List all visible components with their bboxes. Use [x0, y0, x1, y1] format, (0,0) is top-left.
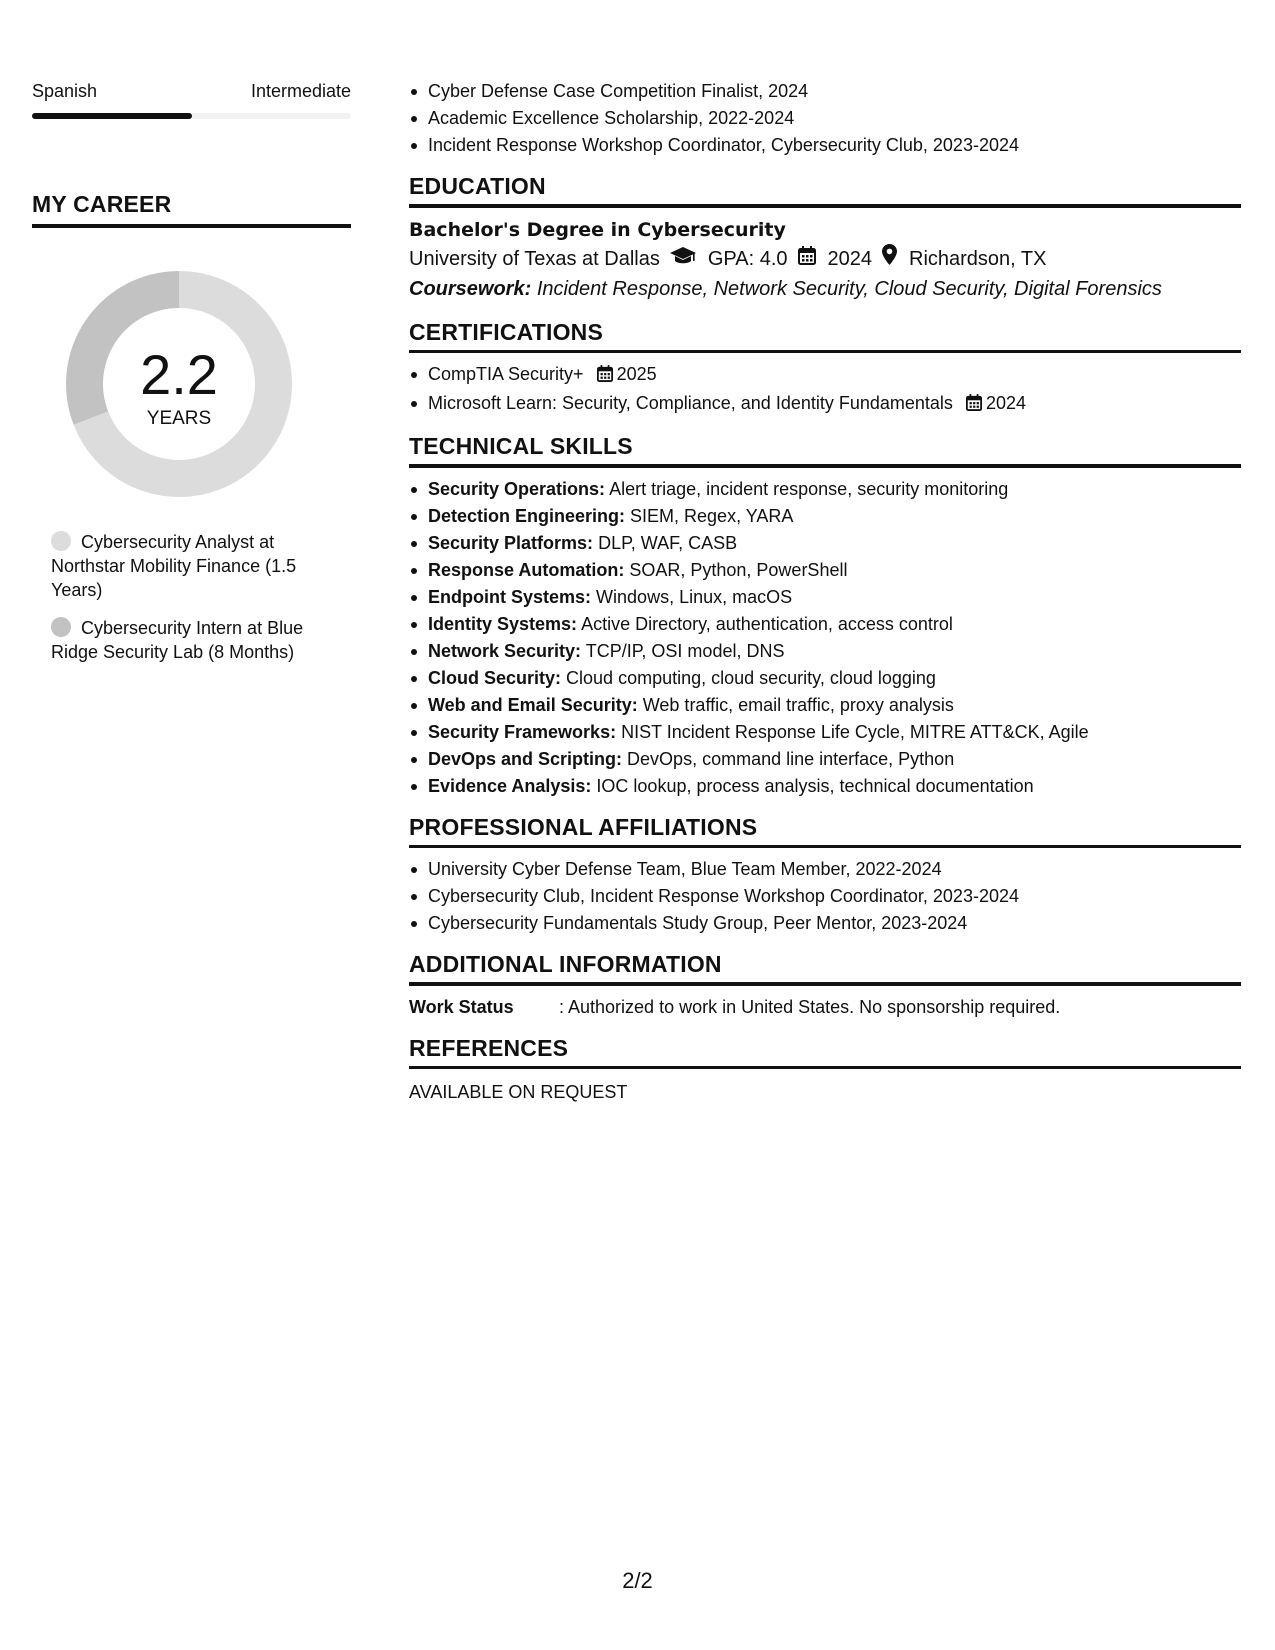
skill-item: [409, 611, 1241, 638]
skill-value: Alert triage, incident response, security monitoring: [609, 478, 1009, 499]
legend-label: Cybersecurity Intern at Blue Ridge Security Lab (8 Months): [51, 617, 304, 662]
education-details: [409, 244, 1241, 274]
graduation-cap-icon: [670, 244, 696, 274]
skill-label: Web and Email Security:: [428, 694, 638, 715]
skill-label: Security Frameworks:: [428, 721, 617, 742]
skill-item: [409, 584, 1241, 611]
calendar-icon: [966, 392, 982, 419]
skill-value: Active Directory, authentication, access control: [581, 613, 953, 634]
skill-item: [409, 719, 1241, 746]
career-total-unit: YEARS: [146, 407, 212, 429]
section-rule: [409, 204, 1241, 208]
language-proficiency-bar: [32, 113, 351, 119]
skill-item: [409, 638, 1241, 665]
skill-value: Cloud computing, cloud security, cloud logging: [566, 667, 936, 688]
affiliation-item: University Cyber Defense Team, Blue Team Member, 2022-2024: [409, 856, 1241, 883]
school-name: University of Texas at Dallas: [409, 247, 660, 270]
skill-item: [409, 503, 1241, 530]
certification-year: 2025: [616, 364, 657, 384]
language-row: [32, 80, 351, 102]
awards-list: [409, 78, 1241, 159]
language-level: Intermediate: [250, 81, 351, 101]
affiliation-item: Cybersecurity Fundamentals Study Group, Peer Mentor, 2023-2024: [409, 910, 1241, 937]
calendar-icon: [597, 363, 613, 390]
skill-value: DevOps, command line interface, Python: [627, 748, 955, 769]
skill-item: [409, 530, 1241, 557]
legend-label: Cybersecurity Analyst at Northstar Mobility Finance (1.5 Years): [51, 531, 297, 600]
section-rule: [409, 1066, 1241, 1070]
skill-item: [409, 476, 1241, 503]
skill-item: [409, 773, 1241, 800]
list-item: Cyber Defense Case Competition Finalist, 2024: [409, 78, 1241, 105]
skill-value: Windows, Linux, macOS: [596, 586, 793, 607]
skill-item: [409, 557, 1241, 584]
skill-value: TCP/IP, OSI model, DNS: [585, 640, 785, 661]
work-status-row: [409, 994, 1241, 1020]
education-section-title: EDUCATION: [409, 173, 546, 199]
certification-item: [409, 390, 1241, 419]
skill-label: Security Platforms:: [428, 532, 594, 553]
career-legend: [51, 530, 341, 664]
skill-item: [409, 746, 1241, 773]
skill-label: Response Automation:: [428, 559, 625, 580]
affiliations-list: [409, 856, 1241, 937]
skill-label: Evidence Analysis:: [428, 775, 592, 796]
location-pin-icon: [882, 244, 897, 274]
additional-info-section-title: ADDITIONAL INFORMATION: [409, 951, 722, 977]
language-proficiency-fill: [32, 113, 192, 119]
work-status-value: : Authorized to work in United States. No sponsorship required.: [559, 996, 1061, 1017]
affiliation-item: Cybersecurity Club, Incident Response Workshop Coordinator, 2023-2024: [409, 883, 1241, 910]
career-section-title: MY CAREER: [32, 191, 172, 217]
language-name: Spanish: [32, 81, 98, 101]
section-rule: [409, 982, 1241, 986]
work-status-label: Work Status: [409, 996, 514, 1017]
skill-value: SIEM, Regex, YARA: [630, 505, 794, 526]
page-number: 2/2: [622, 1568, 653, 1593]
skill-value: DLP, WAF, CASB: [598, 532, 738, 553]
career-section-rule: [32, 224, 351, 228]
coursework: [409, 274, 1241, 304]
section-rule: [409, 464, 1241, 468]
skill-label: Security Operations:: [428, 478, 606, 499]
legend-swatch: [51, 531, 71, 551]
skill-label: Cloud Security:: [428, 667, 562, 688]
skill-label: Detection Engineering:: [428, 505, 626, 526]
certification-name: Microsoft Learn: Security, Compliance, and Identity Fundamentals: [428, 393, 953, 413]
skill-label: DevOps and Scripting:: [428, 748, 623, 769]
section-rule: [409, 845, 1241, 849]
skill-label: Endpoint Systems:: [428, 586, 592, 607]
skill-label: Network Security:: [428, 640, 582, 661]
graduation-year: 2024: [827, 247, 873, 270]
affiliations-section-title: PROFESSIONAL AFFILIATIONS: [409, 813, 758, 840]
skill-value: NIST Incident Response Life Cycle, MITRE ATT&CK, Agile: [621, 721, 1089, 742]
references-section-title: REFERENCES: [409, 1034, 569, 1061]
list-item: Academic Excellence Scholarship, 2022-2024: [409, 105, 1241, 132]
coursework-label: Coursework:: [409, 277, 532, 300]
skills-list: [409, 476, 1241, 800]
skill-item: [409, 665, 1241, 692]
skill-value: SOAR, Python, PowerShell: [629, 559, 848, 580]
certifications-section-title: CERTIFICATIONS: [409, 318, 604, 345]
left-column: [32, 80, 351, 678]
certifications-list: [409, 361, 1241, 419]
skill-label: Identity Systems:: [428, 613, 578, 634]
list-item: Incident Response Workshop Coordinator, Cybersecurity Club, 2023-2024: [409, 132, 1241, 159]
section-rule: [409, 350, 1241, 354]
certification-year: 2024: [985, 393, 1026, 413]
certification-name: CompTIA Security+: [428, 364, 584, 384]
skills-section-title: TECHNICAL SKILLS: [409, 433, 633, 459]
calendar-icon: [798, 244, 816, 274]
career-donut-chart: [66, 271, 292, 497]
legend-swatch: [51, 617, 71, 637]
coursework-list: Incident Response, Network Security, Cloud Security, Digital Forensics: [536, 277, 1162, 300]
career-total-years: 2.2: [140, 342, 218, 406]
degree-title: Bachelor's Degree in Cybersecurity: [409, 218, 786, 241]
right-column: [409, 78, 1241, 1105]
skill-item: [409, 692, 1241, 719]
skill-value: Web traffic, email traffic, proxy analysis: [642, 694, 954, 715]
career-legend-item: [51, 616, 341, 664]
references-text: AVAILABLE ON REQUEST: [409, 1082, 628, 1102]
gpa: GPA: 4.0: [707, 247, 788, 270]
certification-item: [409, 361, 1241, 390]
school-location: Richardson, TX: [909, 247, 1047, 270]
skill-value: IOC lookup, process analysis, technical documentation: [596, 775, 1034, 796]
career-legend-item: [51, 530, 341, 602]
